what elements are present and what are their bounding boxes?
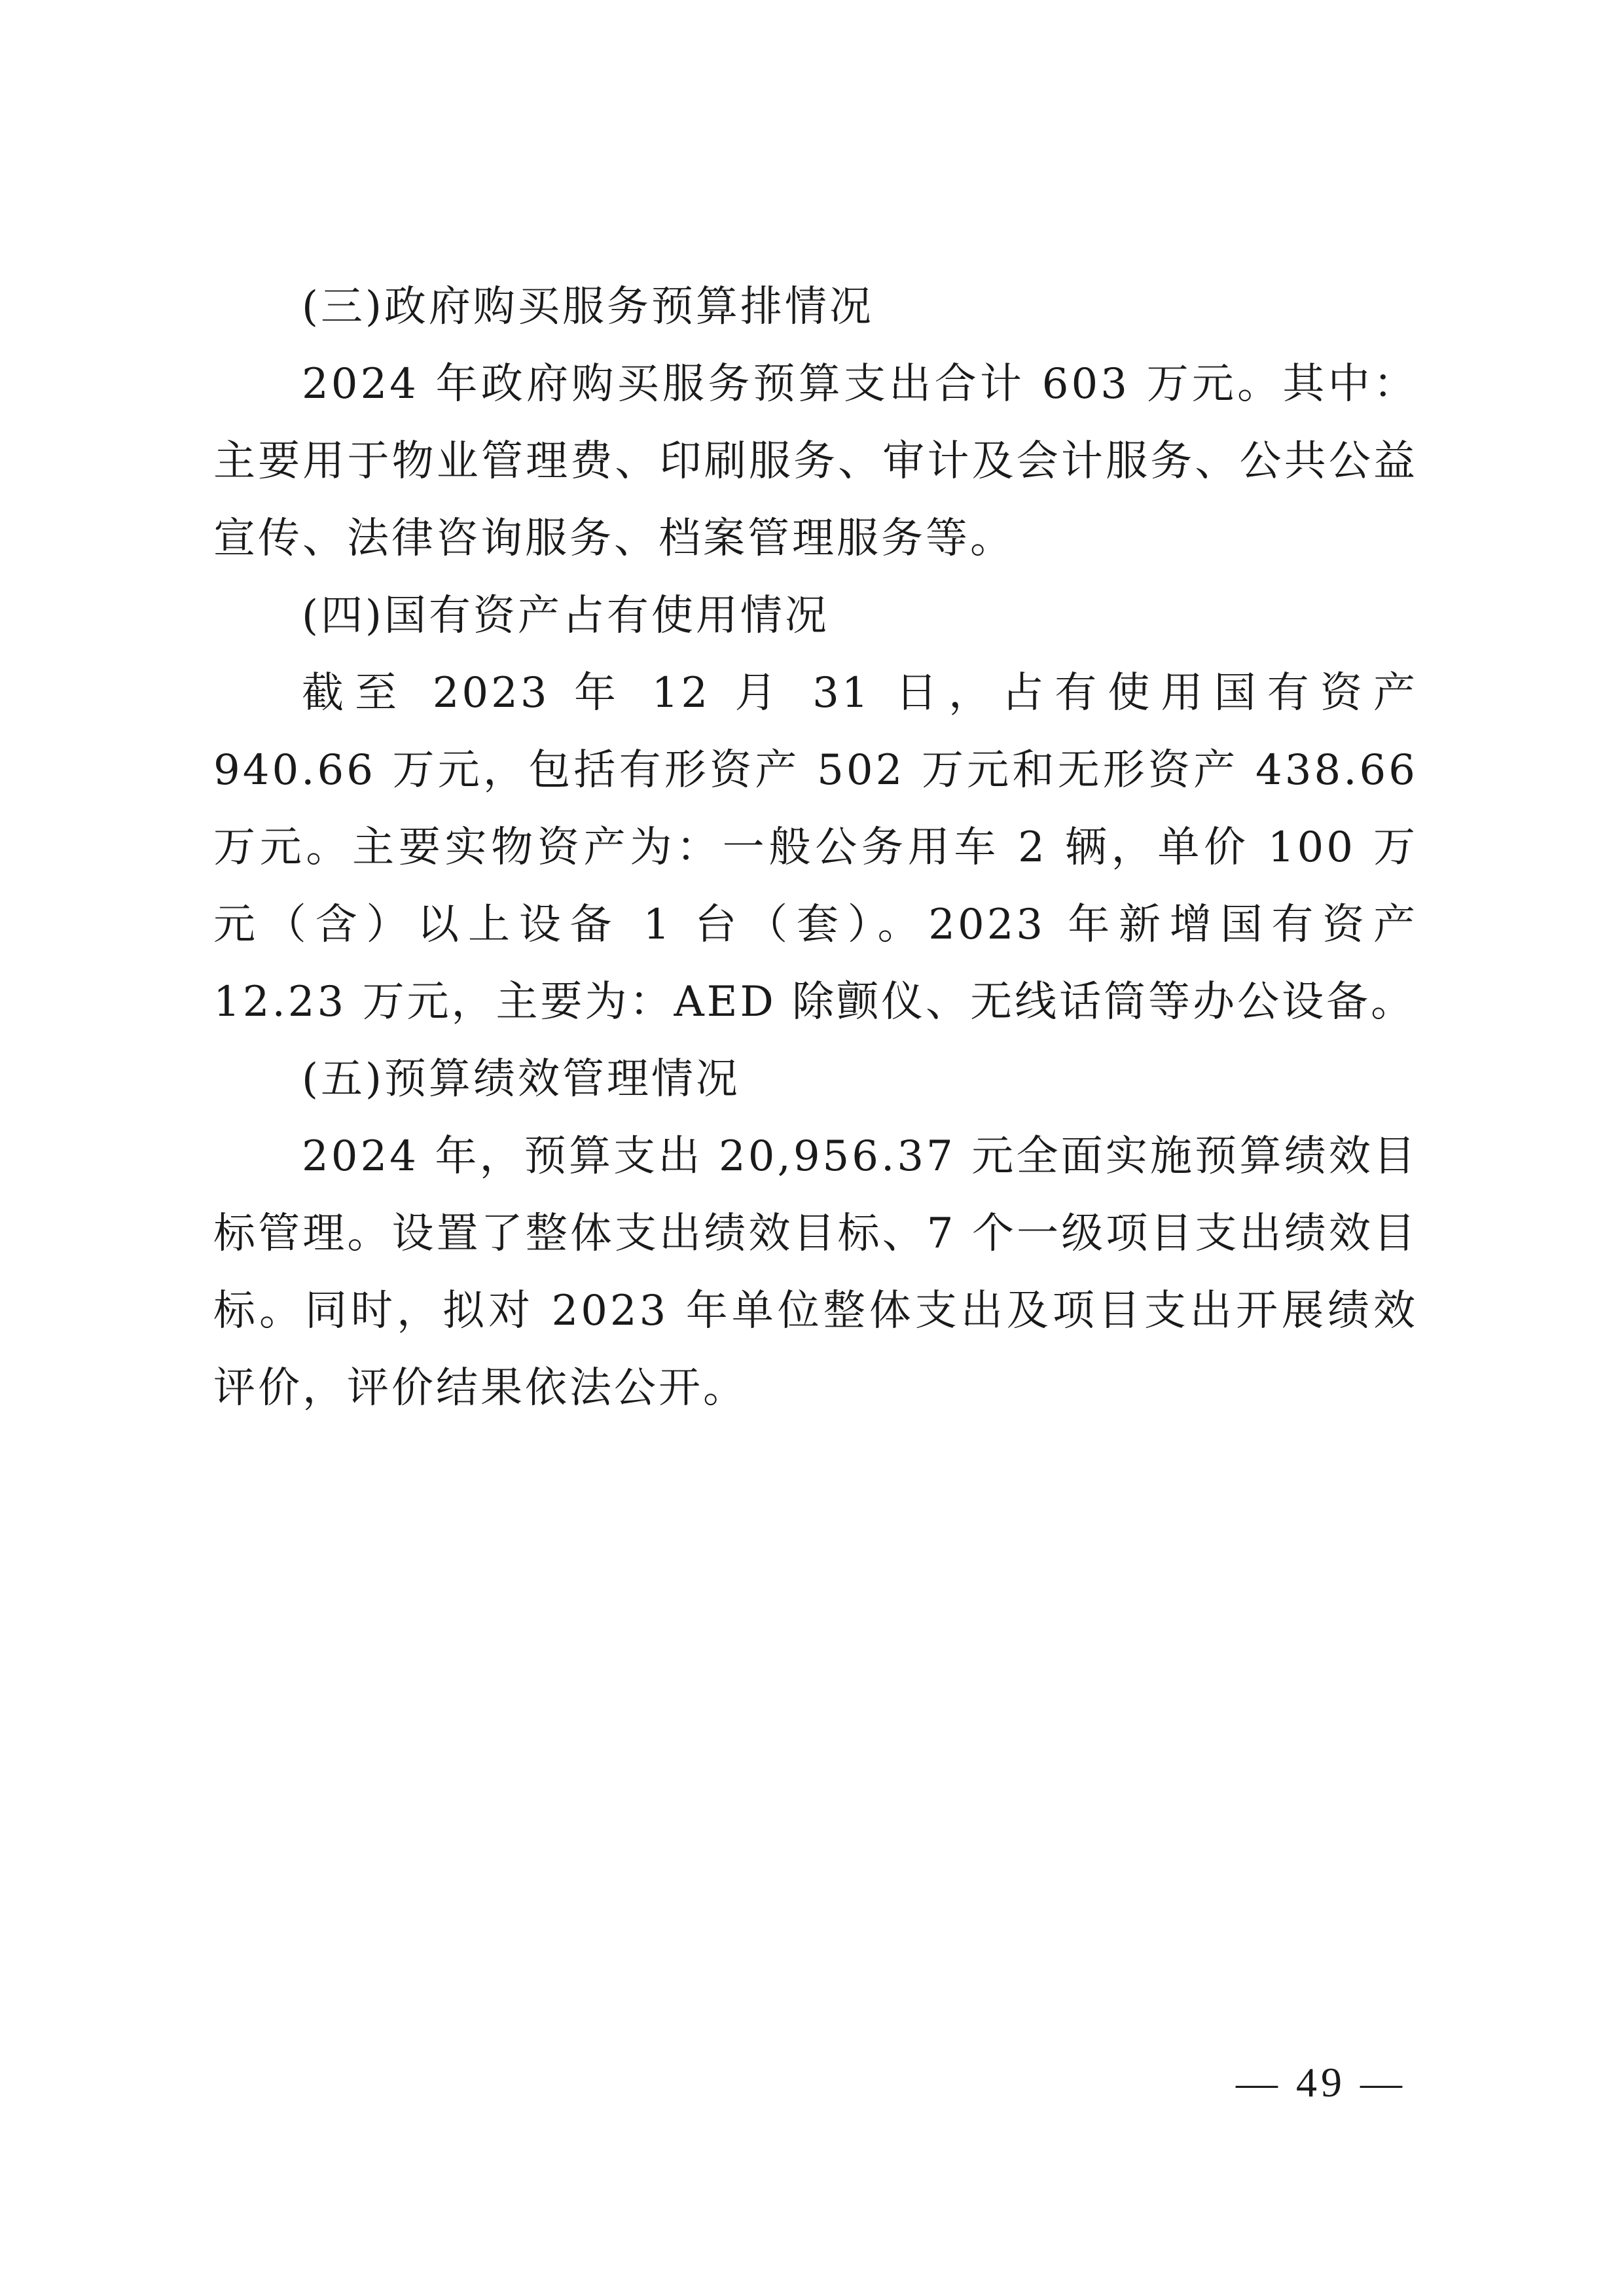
section-paragraph-3: 2024 年政府购买服务预算支出合计 603 万元。其中：主要用于物业管理费、印刷服务、审计及会计服务、公共公益宣传、法律咨询服务、档案管理服务等。 [213,360,1418,563]
section-heading-4: (四)国有资产占有使用情况 [302,592,829,640]
section-heading-3: (三)政府购买服务预算排情况 [302,283,874,331]
section-paragraph-4: 截至 2023 年 12 月 31 日，占有使用国有资产 940.66 万元，包括有形资产 502 万元和无形资产 438.66 万元。主要实物资产为：一般公务用车 2 辆，单价 100 万元（含）以上设备 1 台（套）。2023 年新增国有资产 12.23 万元，主要为：AED 除颤仪、无线话筒等办公设备。 [213,669,1418,1026]
section-paragraph-5: 2024 年，预算支出 20,956.37 元全面实施预算绩效目标管理。设置了整体支出绩效目标、7 个一级项目支出绩效目标。同时，拟对 2023 年单位整体支出及项目支出开展绩效评价，评价结果依法公开。 [213,1132,1418,1412]
page-number: — 49 — [1236,2059,1406,2106]
document-body [213,268,1418,1427]
section-heading-5: (五)预算绩效管理情况 [302,1055,740,1103]
